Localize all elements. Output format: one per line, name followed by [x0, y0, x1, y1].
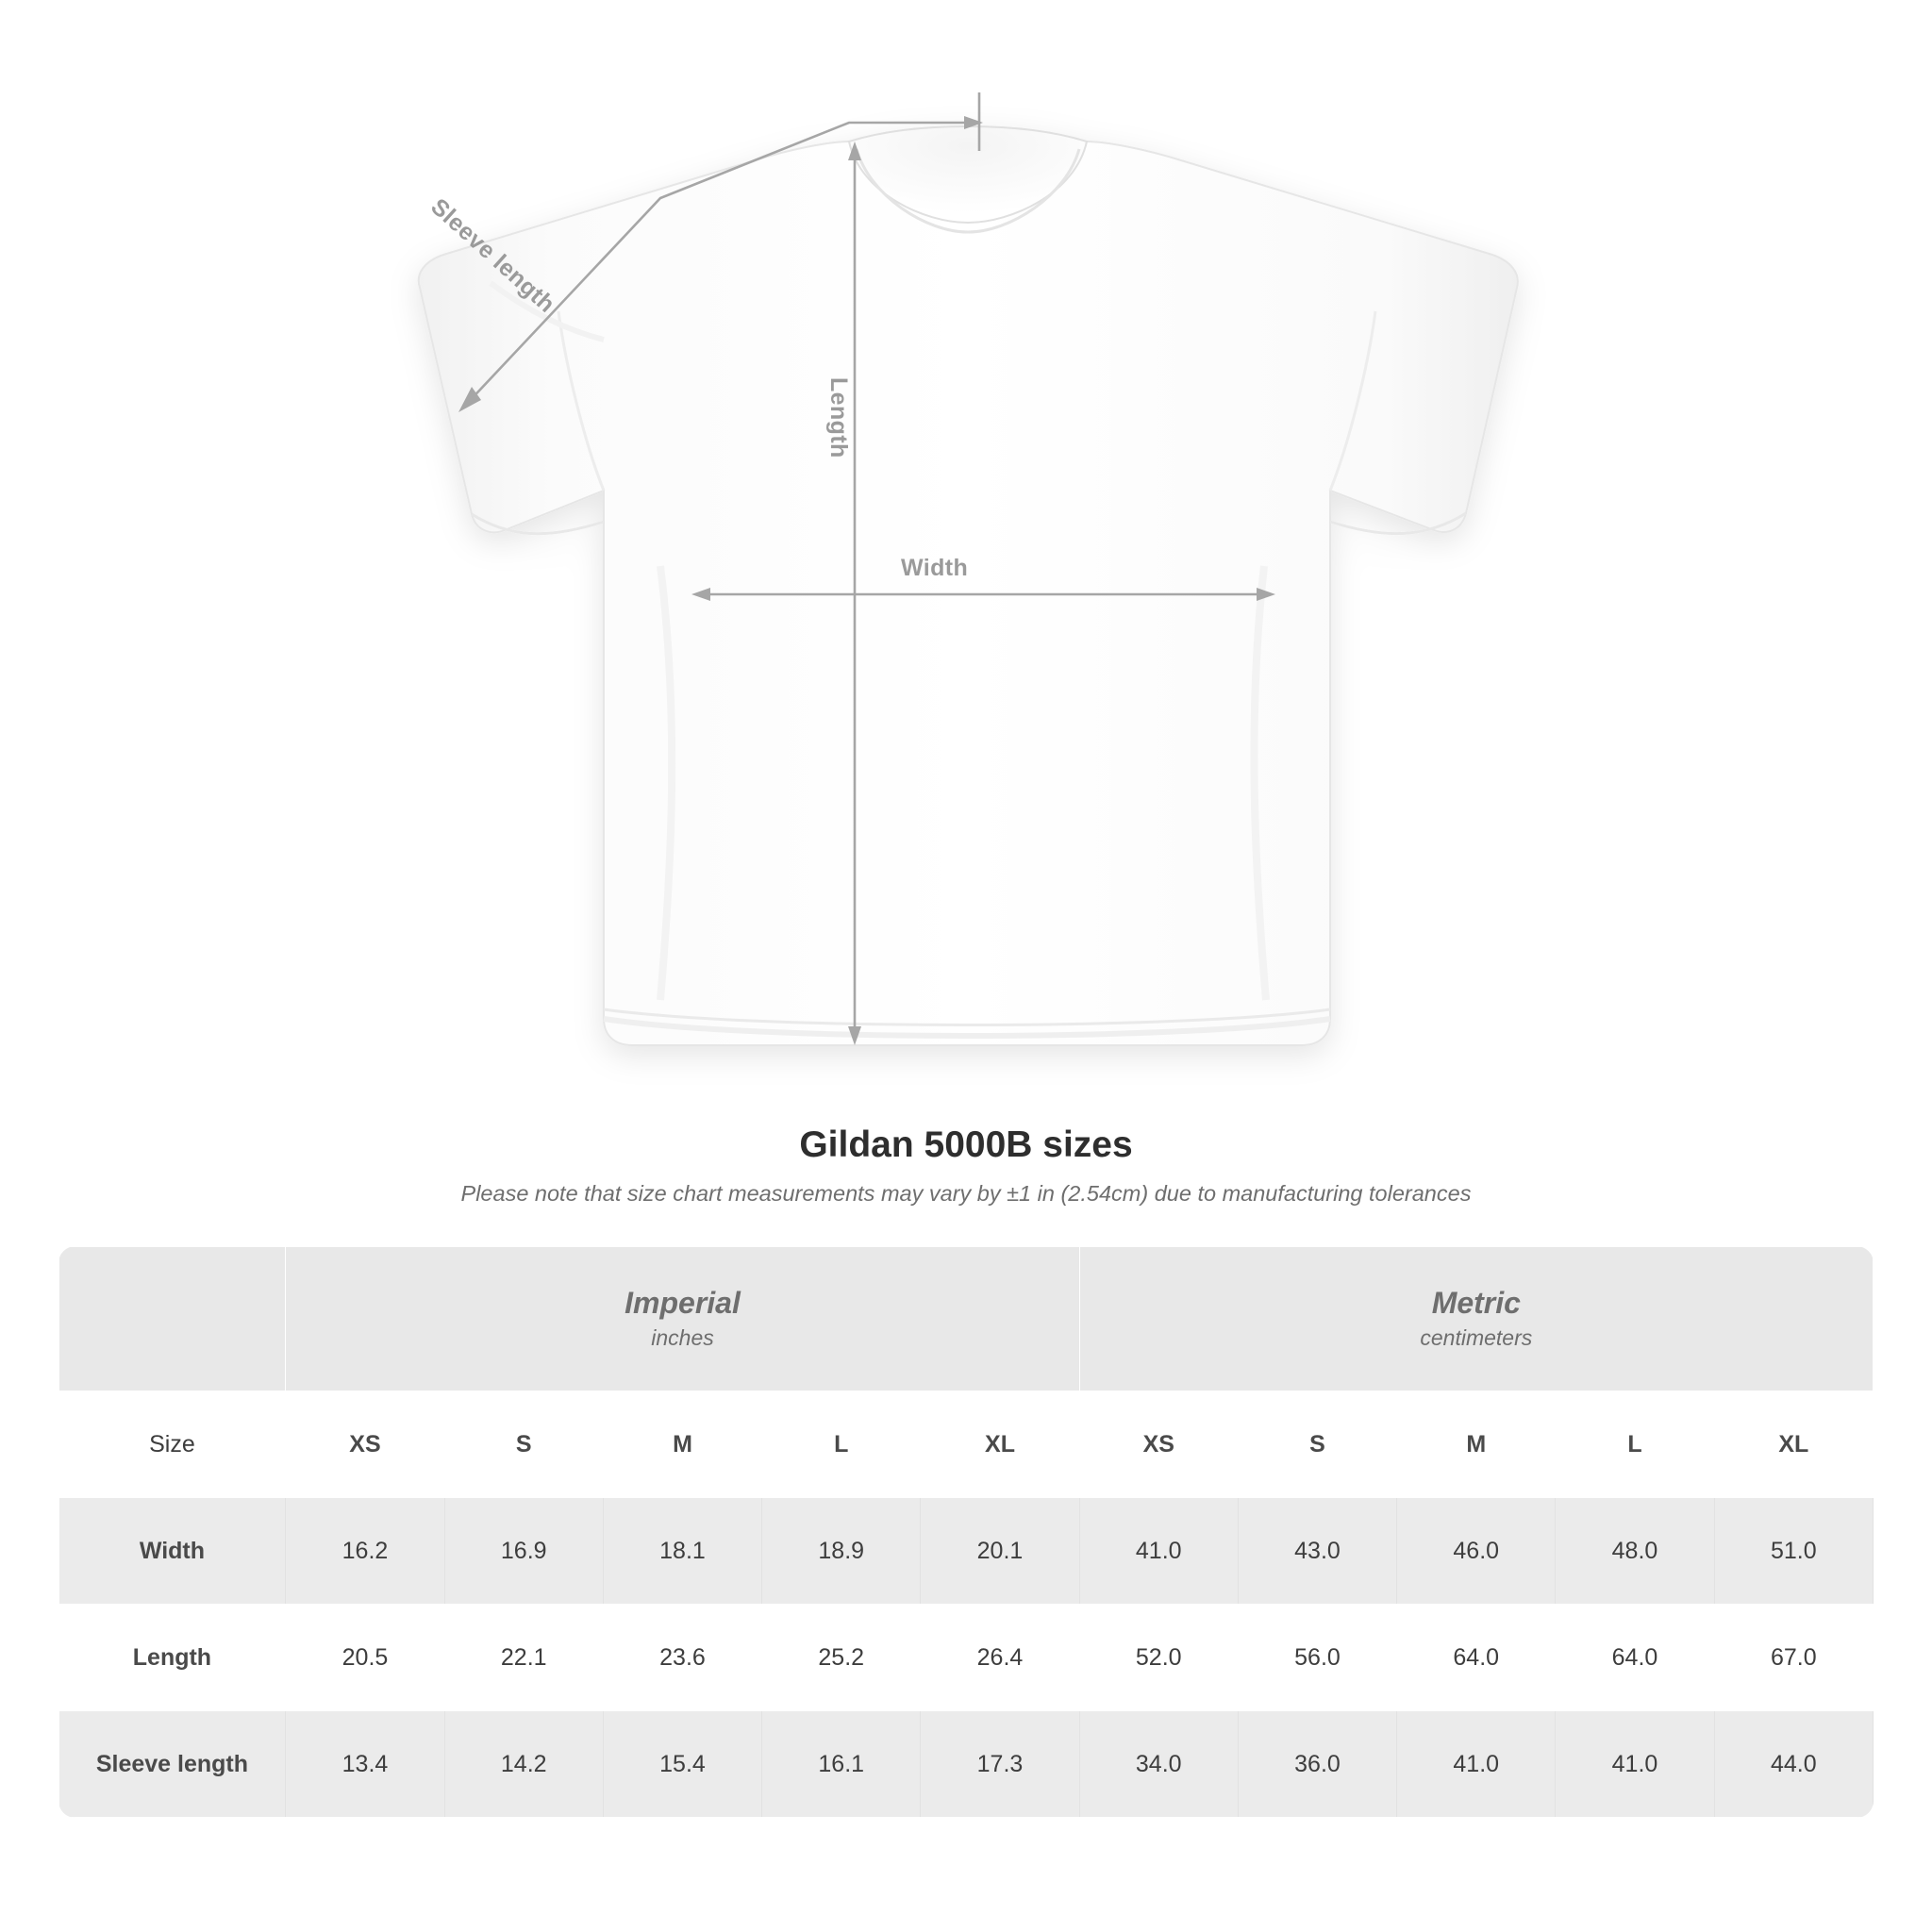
cell-width-metric-s: 43.0	[1238, 1498, 1396, 1605]
cell-width-metric-m: 46.0	[1397, 1498, 1556, 1605]
header-cell-size: Size	[59, 1391, 286, 1498]
cell-width-imperial-s: 16.9	[444, 1498, 603, 1605]
cell-length-metric-l: 64.0	[1556, 1605, 1714, 1711]
table-row	[59, 1498, 1874, 1605]
cell-width-metric-xl: 51.0	[1714, 1498, 1873, 1605]
header-cell-metric-l: L	[1556, 1391, 1714, 1498]
header-cell-metric-xs: XS	[1079, 1391, 1238, 1498]
unit-header-row	[59, 1247, 1874, 1391]
cell-sleeve-metric-l: 41.0	[1556, 1711, 1714, 1818]
row-label-length: Length	[59, 1605, 286, 1711]
row-label-width: Width	[59, 1498, 286, 1605]
page-title: Gildan 5000B sizes	[799, 1124, 1133, 1165]
header-cell-imperial-l: L	[762, 1391, 921, 1498]
cell-length-imperial-xl: 26.4	[921, 1605, 1079, 1711]
header-cell-imperial-xs: XS	[286, 1391, 444, 1498]
cell-length-imperial-l: 25.2	[762, 1605, 921, 1711]
cell-length-metric-m: 64.0	[1397, 1605, 1556, 1711]
cell-length-imperial-m: 23.6	[603, 1605, 761, 1711]
unit-group-imperial	[286, 1247, 1079, 1391]
cell-length-metric-s: 56.0	[1238, 1605, 1396, 1711]
table-corner-cell	[59, 1247, 286, 1391]
cell-sleeve-metric-s: 36.0	[1238, 1711, 1396, 1818]
header-cell-imperial-s: S	[444, 1391, 603, 1498]
row-label-sleeve-length: Sleeve length	[59, 1711, 286, 1818]
cell-sleeve-metric-xl: 44.0	[1714, 1711, 1873, 1818]
header-cell-imperial-m: M	[603, 1391, 761, 1498]
unit-group-imperial-sub: inches	[651, 1324, 714, 1350]
length-dimension-label: Length	[825, 377, 852, 458]
unit-group-metric-sub: centimeters	[1420, 1324, 1533, 1350]
size-table	[58, 1246, 1874, 1818]
cell-width-imperial-l: 18.9	[762, 1498, 921, 1605]
cell-sleeve-metric-xs: 34.0	[1079, 1711, 1238, 1818]
cell-sleeve-imperial-l: 16.1	[762, 1711, 921, 1818]
unit-group-metric	[1079, 1247, 1873, 1391]
size-table-container	[58, 1246, 1874, 1818]
cell-width-imperial-xs: 16.2	[286, 1498, 444, 1605]
title-block	[0, 1124, 1932, 1207]
cell-length-imperial-xs: 20.5	[286, 1605, 444, 1711]
header-cell-metric-m: M	[1397, 1391, 1556, 1498]
cell-width-metric-l: 48.0	[1556, 1498, 1714, 1605]
unit-group-metric-name: Metric	[1431, 1285, 1521, 1320]
cell-width-imperial-xl: 20.1	[921, 1498, 1079, 1605]
table-row	[59, 1711, 1874, 1818]
cell-sleeve-imperial-xl: 17.3	[921, 1711, 1079, 1818]
cell-width-imperial-m: 18.1	[603, 1498, 761, 1605]
sleeve-length-dimension-label: Sleeve length	[425, 193, 560, 319]
unit-group-imperial-name: Imperial	[625, 1285, 741, 1320]
header-cell-metric-xl: XL	[1714, 1391, 1873, 1498]
cell-sleeve-imperial-xs: 13.4	[286, 1711, 444, 1818]
tshirt-shape	[419, 126, 1518, 1045]
cell-sleeve-imperial-m: 15.4	[603, 1711, 761, 1818]
cell-length-metric-xl: 67.0	[1714, 1605, 1873, 1711]
cell-sleeve-metric-m: 41.0	[1397, 1711, 1556, 1818]
tolerance-note: Please note that size chart measurements may vary by ±1 in (2.54cm) due to manufacturing tolerances	[460, 1181, 1472, 1206]
cell-length-imperial-s: 22.1	[444, 1605, 603, 1711]
header-cell-metric-s: S	[1238, 1391, 1396, 1498]
cell-length-metric-xs: 52.0	[1079, 1605, 1238, 1711]
cell-width-metric-xs: 41.0	[1079, 1498, 1238, 1605]
width-dimension-label: Width	[901, 555, 969, 581]
table-row	[59, 1605, 1874, 1711]
header-cell-imperial-xl: XL	[921, 1391, 1079, 1498]
size-header-row	[59, 1391, 1874, 1498]
cell-sleeve-imperial-s: 14.2	[444, 1711, 603, 1818]
